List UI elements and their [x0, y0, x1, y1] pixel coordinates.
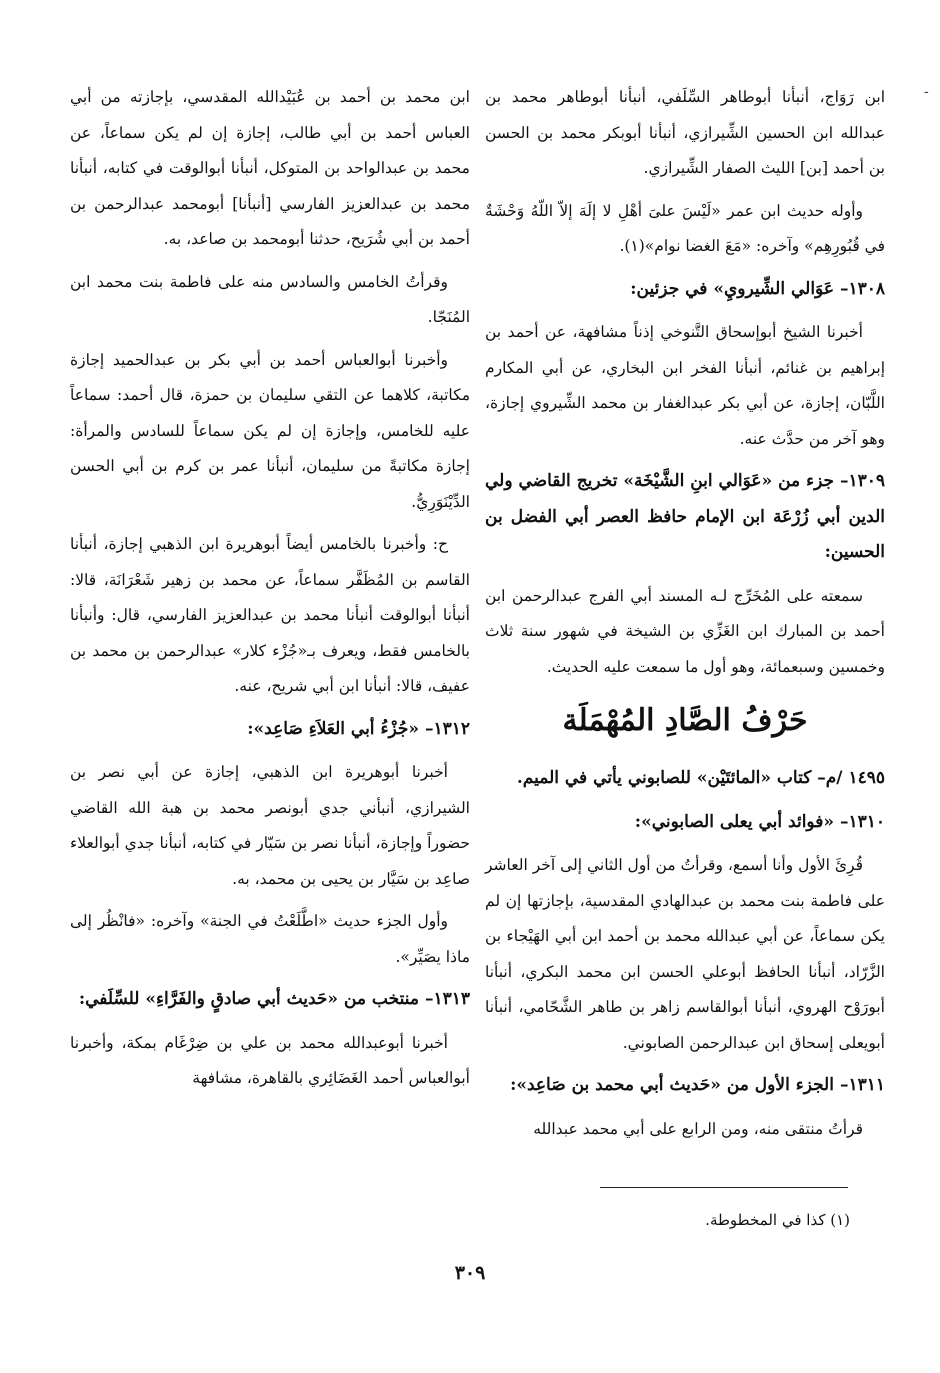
paragraph: قرأتُ منتقى منه، ومن الرابع على أبي محمد عبدالله — [533, 1119, 863, 1138]
entry-title: الجزء الأول من «حَديث أبي محمد بن صَاعِد»: — [510, 1075, 834, 1095]
paragraph: سمعته على المُخَرِّج لـه المسند أبي الفرج عبدالرحمن ابن أحمد بن المبارك ابن الغَزِّي بن الشيخة في شهور سنة ثلاث وخمسين وسبعمائة، وهو أول ما سمعت عليه الحديث. — [485, 586, 885, 676]
paragraph: وقرأتُ الخامس والسادس منه على فاطمة بنت محمد ابن المُنَجّا. — [70, 272, 470, 326]
footnote: (١) كذا في المخطوطة. — [705, 1211, 850, 1229]
entry-heading — [485, 272, 885, 308]
entry-number: ١٤٩٥ — [848, 768, 885, 788]
entry-number: ١٣١٣– — [424, 989, 470, 1009]
entry-heading — [485, 805, 885, 841]
footnote-divider — [600, 1187, 848, 1188]
entry-title: «فوائد أبي يعلى الصابوني»: — [634, 811, 834, 832]
paragraph: ابن محمد بن أحمد بن عُبَيْدالله المقدسي، بإجازته من أبي العباس أحمد بن أبي طالب، إجازة إن لم يكن سماعاً، عن محمد بن عبدالواحد بن المتوكل، أنبأنا أبوالوقت في كتابه، أنبأنا محمد بن عبدالعزيز الفارسي [أنبأنا] أبومحمد عبدالرحمن بن أحمد بن أبي شُرَيح، حدثنا أبومحمد بن صاعد، به. — [70, 88, 470, 248]
entry-heading — [70, 982, 470, 1018]
left-column — [70, 80, 470, 1104]
paragraph: ح: وأخبرنا بالخامس أيضاً أبوهريرة ابن الذهبي إجازة، أنبأنا القاسم بن المُظَفَّر سماعاً، عن محمد بن زهير شَعْرَانَة، قالا: أنبأنا أبوالوقت أنبأنا محمد بن عبدالعزيز الفارسي، قال: وأنبأنا بالخامس فقط، ويعرف بـ«جُزْء كلار» عبدالرحمن بن محمد بن عفيف، قالا: أنبأنا ابن أبي شريح، عنه. — [70, 535, 470, 695]
entry-number: ١٣٠٨– — [839, 278, 885, 299]
paragraph: أخبرنا الشيخ أبوإسحاق التَّنوخي إذناً مشافهة، عن أحمد بن إبراهيم بن غنائم، أنبأنا الفخر ابن البخاري، عن أبي المكارم اللَّبّان، إجازة، عن أبي بكر عبدالغفار بن محمد الشِّيروي إجازة، وهو آخر من حدَّث عنه. — [485, 323, 885, 448]
paragraph: أخبرنا أبوهريرة ابن الذهبي، إجازة عن أبي نصر بن الشيرازي، أنبأني جدي أبونصر محمد بن هبة الله القاضي حضوراً وإجازة، أنبأنا نصر بن سَيّار في كتابه، أنبأنا جدي أبوالعلاء صاعِد بن سَيَّار بن يحيى بن محمد، به. — [70, 763, 470, 888]
entry-heading — [485, 1068, 885, 1104]
entry-title: «جُزْءُ أبي العَلاَءِ صَاعِد»: — [247, 718, 419, 739]
entry-number: ١٣١٢– — [424, 718, 470, 739]
entry-number: ١٣١٠– — [839, 811, 885, 832]
entry-title: منتخب من «حَديث أبي صادقٍ والفَرَّاءِ» للسِّلَفي: — [78, 989, 419, 1009]
section-title: حَرْفُ الصَّادِ المُهْمَلَة — [562, 703, 808, 738]
paragraph: أخبرنا أبوعبدالله محمد بن علي بن ضِرْغَام بمكة، وأخبرنا أبوالعباس أحمد الغَضَائِري بالقاهرة، مشافهة — [70, 1033, 470, 1087]
entry-heading — [485, 761, 885, 797]
entry-title: جزء من «عَوَالي ابنِ الشَّيْخَة» تخريج القاضي ولي الدين أبي زُرْعَة ابن الإمام حافظ العصر أبي الفضل بن الحسين: — [485, 471, 885, 562]
margin-mark: - — [924, 84, 929, 100]
page-number: ٣٠٩ — [454, 1262, 486, 1284]
entry-heading — [485, 464, 885, 571]
entry-number: ١٣١١– — [839, 1075, 885, 1095]
paragraph: وأوله حديث ابن عمر «لَيْسَ علىَ أهْلِ لا إلَهَ إلاّ اللّهُ وَحْشَةٌ في قُبُورِهِم» وآخره: «مَعَ الغضا نوام»(١). — [485, 201, 885, 255]
entry-heading — [70, 712, 470, 748]
paragraph: وأخبرنا أبوالعباس أحمد بن أبي بكر بن عبدالحميد إجازة مكاتبة، كلاهما عن التقي سليمان بن حمزة، قال أحمد: سماعاً عليه للخامس، وإجازة إن لم يكن سماعاً للسادس والمرأة: إجازة مكاتبةً من سليمان، أنبأنا عمر بن كرم بن أبي الحسن الدِّيْنَوَرِيُّ. — [70, 350, 470, 511]
paragraph: قُرِئَ الأول وأنا أسمع، وقرأتُ من أول الثاني إلى آخر العاشر على فاطمة بنت محمد بن عبدالهادي المقدسية، بإجازتها إن لم يكن سماعاً، عن أبي عبدالله محمد بن أحمد ابن أبي الهَيْجاء بن الزَّرّاد، أنبأنا الحافظ أبوعلي الحسن ابن محمد البكري، أنبأنا أبورَوْح الهروي، أنبأنا أبوالقاسم زاهر بن طاهر الشَّحّامي، أنبأنا أبويعلى إسحاق ابن عبدالرحمن الصابوني. — [485, 856, 885, 1052]
entry-title: /م– كتاب «المائتَيْن» للصابوني يأتي في الميم. — [516, 768, 843, 788]
entry-number: ١٣٠٩– — [839, 471, 885, 491]
entry-title: عَوَالي الشِّيرويِ» في جزئين: — [630, 278, 834, 299]
paragraph: ابن رَوَاج، أنبأنا أبوطاهر السِّلَفي، أنبأنا أبوطاهر محمد بن عبدالله ابن الحسين الشِّيرازي، أنبأنا أبوبكر محمد بن الحسن بن أحمد [بن] الليث الصفار الشِّيرازي. — [485, 88, 885, 177]
paragraph: وأول الجزء حديث «اطَّلَعْتُ في الجنة» وآخره: «فانْظُر إلى ماذا يصَيِّر». — [70, 912, 470, 966]
right-column — [485, 80, 885, 1154]
